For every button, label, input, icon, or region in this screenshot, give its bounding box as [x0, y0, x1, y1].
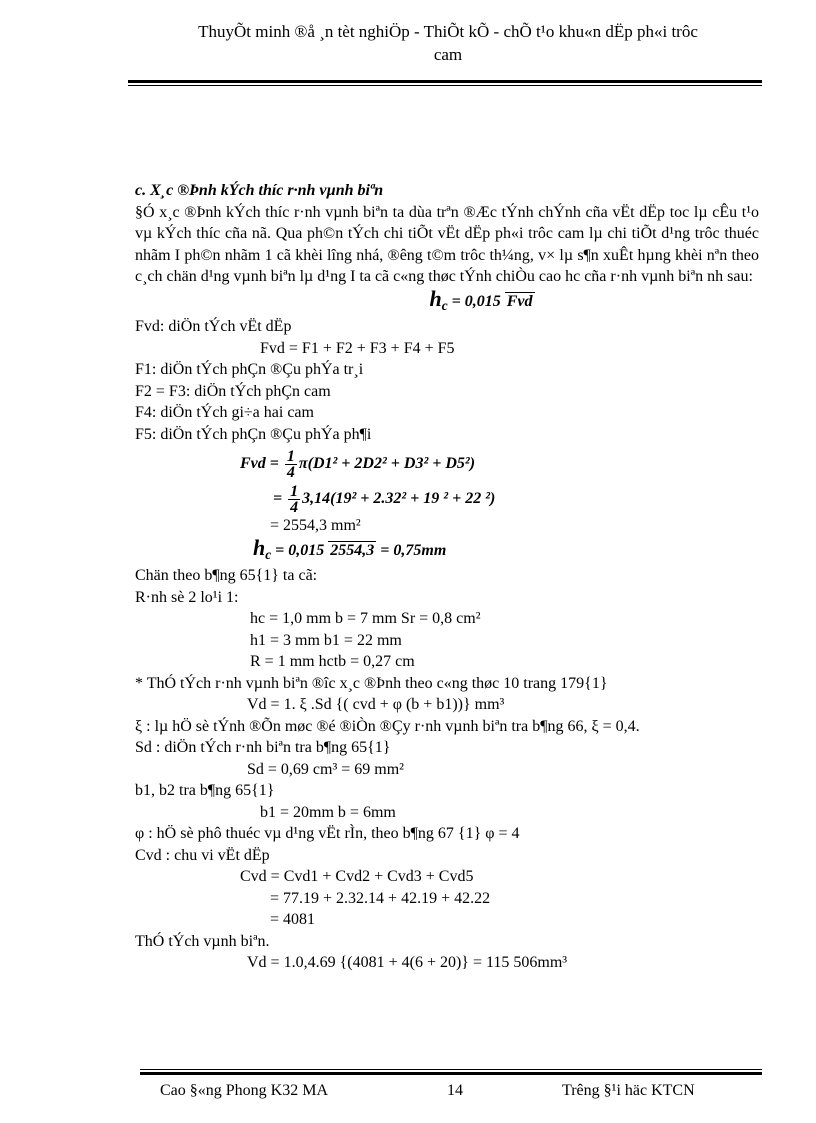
- fvd-sum: Fvd = F1 + F2 + F3 + F4 + F5: [260, 339, 455, 357]
- hc-result: $h_c = 0,015$ 2554,3 = 0,75mm: [253, 534, 447, 562]
- b-line: b1, b2 tra b¶ng 65{1}: [135, 782, 275, 800]
- volume-rule: * ThÓ tÝch r·nh vµnh biªn ®îc x¸c ®Þnh theo c«ng thøc 10 trang 179{1}: [135, 674, 608, 692]
- fvd-result: = 2554,3 mm²: [270, 517, 361, 535]
- volume-eq: Vd = 1.0,4.69 {(4081 + 4(6 + 20)} = 115 506mm³: [247, 954, 568, 972]
- choose-line: Chän theo b¶ng 65{1} ta cã:: [135, 567, 318, 585]
- intro-paragraph: §Ó x¸c ®Þnh kÝch thíc r·nh vµnh biªn ta dùa trªn ®Æc tÝnh chÝnh cña vËt dËp toc lµ cÊu t¹o vµ kÝch thíc cña nã. Qua ph©n tÝch chi tiÕt vËt dËp ph«i trôc cam lµ chi tiÕt d¹ng trôc thuéc nhãm I ph©n nhãm 1 cã khèi lîng nhá, ®êng t©m trôc th¼ng, v× lµ s¶n xuÊt hµng khèi nªn theo c¸ch chän d¹ng vµnh biªn lµ d¹ng I ta cã c«ng thøc tÝnh chiÒu cao hc cña r·nh vµnh biªn nh sau:: [135, 203, 759, 285]
- fvd-eq-1: Fvd = $\frac{1}{4}$ π(D1² + 2D2² + D3² + D5²): [240, 448, 476, 482]
- header-line-1: ThuyÕt minh ®å ¸n tèt nghiÖp - ThiÕt kÕ - chÕ t¹o khu«n dËp ph«i trôc: [198, 22, 698, 41]
- param-3: R = 1 mm hctb = 0,27 cm: [250, 653, 415, 671]
- footer-school: Trêng §¹i häc KTCN: [562, 1082, 695, 1099]
- section-title: c. X¸c ®Þnh kÝch thíc r·nh vµnh biªn: [135, 182, 384, 199]
- fvd-def: Fvd: diÖn tÝch vËt dËp: [135, 318, 292, 336]
- header-rule: [128, 80, 762, 83]
- page-header: [130, 20, 766, 66]
- sd-value: Sd = 0,69 cm³ = 69 mm²: [247, 760, 404, 778]
- footer-rule: [140, 1069, 762, 1070]
- hc-formula: $h_c = 0,015$ Fvd: [429, 285, 533, 313]
- header-rule-thin: [128, 85, 762, 86]
- header-line-2: cam: [433, 45, 463, 64]
- cvd-line: Cvd : chu vi vËt dËp: [135, 846, 270, 864]
- param-2: h1 = 3 mm b1 = 22 mm: [250, 631, 402, 649]
- fvd-eq-2: = $\frac{1}{4}$ 3,14(19² + 2.32² + 19 ² + 22 ²): [273, 483, 496, 517]
- cvd-eq-1: Cvd = Cvd1 + Cvd2 + Cvd3 + Cvd5: [240, 868, 474, 886]
- f2-def: F2 = F3: diÖn tÝch phÇn cam: [135, 382, 331, 400]
- footer-author: Cao §«ng Phong K32 MA: [160, 1082, 329, 1099]
- f5-def: F5: diÖn tÝch phÇn ®Çu phÝa ph¶i: [135, 425, 372, 443]
- sqrt-sign: Fvd: [506, 292, 533, 310]
- sd-line: Sd : diÖn tÝch r·nh biªn tra b¶ng 65{1}: [135, 739, 391, 757]
- f1-def: F1: diÖn tÝch phÇn ®Çu phÝa tr¸i: [135, 361, 364, 379]
- vd-formula: Vd = 1. ξ .Sd {( cvd + φ (b + b1))} mm³: [247, 696, 505, 714]
- groove-line: R·nh sè 2 lo¹i 1:: [135, 588, 239, 606]
- phi-line: φ : hÖ sè phô thuéc vµ d¹ng vËt rÌn, theo b¶ng 67 {1} φ = 4: [135, 825, 520, 843]
- page-number: 14: [447, 1082, 463, 1099]
- b-value: b1 = 20mm b = 6mm: [260, 803, 396, 821]
- param-1: hc = 1,0 mm b = 7 mm Sr = 0,8 cm²: [250, 610, 481, 628]
- footer-rule-thick: [140, 1072, 762, 1075]
- f4-def: F4: diÖn tÝch gi÷a hai cam: [135, 404, 314, 422]
- cvd-eq-2: = 77.19 + 2.32.14 + 42.19 + 42.22: [270, 889, 491, 907]
- page-body: [135, 180, 759, 974]
- volume-line: ThÓ tÝch vµnh biªn.: [135, 932, 270, 950]
- cvd-eq-3: = 4081: [270, 911, 316, 929]
- xi-line: ξ : lµ hÖ sè tÝnh ®Õn møc ®é ®iÒn ®Çy r·nh vµnh biªn tra b¶ng 66, ξ = 0,4.: [135, 717, 640, 735]
